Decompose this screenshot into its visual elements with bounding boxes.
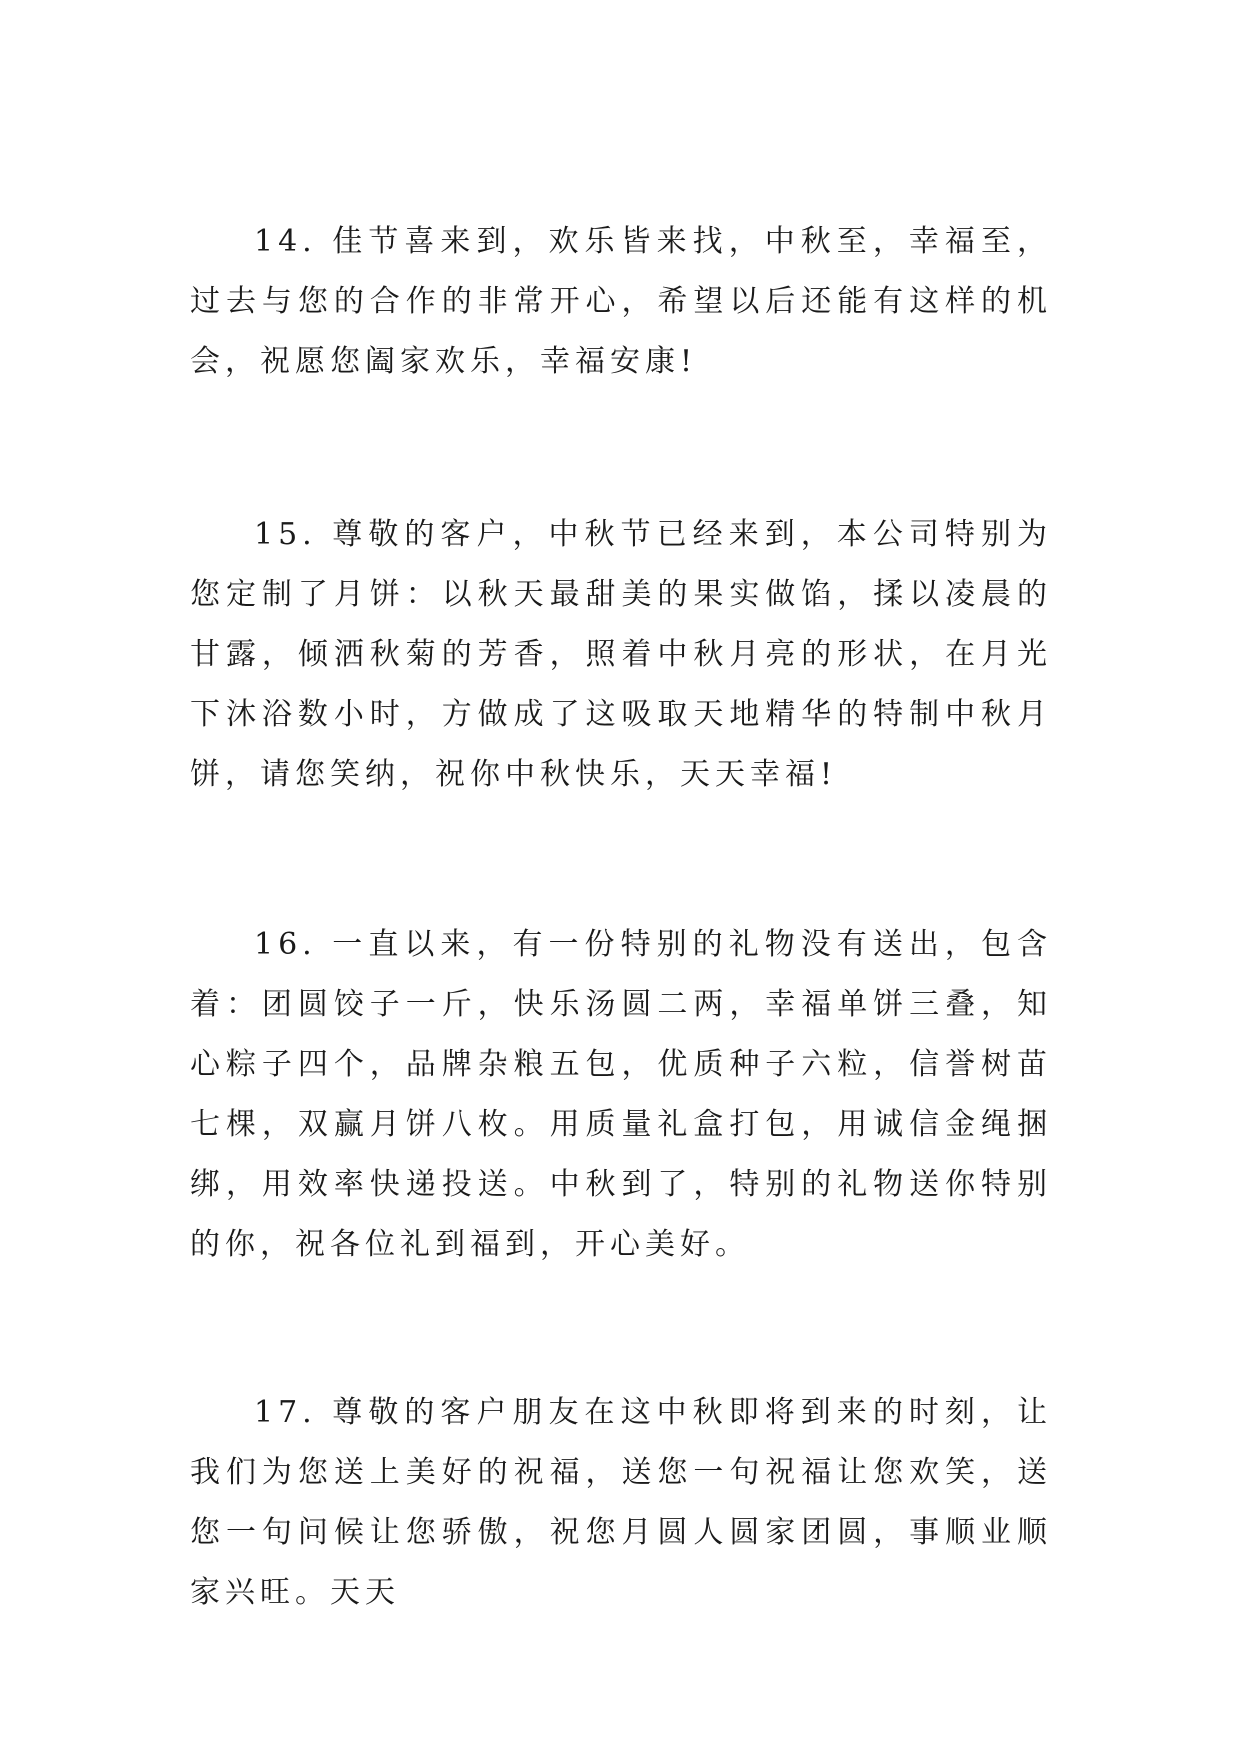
paragraph-number: 17. xyxy=(254,1395,317,1430)
paragraph-text: 佳节喜来到，欢乐皆来找，中秋至，幸福至，过去与您的合作的非常开心，希望以后还能有这样的机会，祝愿您阖家欢乐，幸福安康! xyxy=(190,224,1052,379)
paragraph-number: 16. xyxy=(254,927,317,962)
paragraph-text: 一直以来，有一份特别的礼物没有送出，包含着：团圆饺子一斤，快乐汤圆二两，幸福单饼三叠，知心粽子四个，品牌杂粮五包，优质种子六粒，信誉树苗七棵，双赢月饼八枚。用质量礼盒打包，用诚信金绳捆绑，用效率快递投送。中秋到了，特别的礼物送你特别的你，祝各位礼到福到，开心美好。 xyxy=(190,927,1052,1262)
paragraph-17 xyxy=(190,1383,1052,1623)
paragraph-text: 尊敬的客户朋友在这中秋即将到来的时刻，让我们为您送上美好的祝福，送您一句祝福让您欢笑，送您一句问候让您骄傲，祝您月圆人圆家团圆，事顺业顺家兴旺。天天 xyxy=(190,1395,1052,1610)
paragraph-15 xyxy=(190,505,1052,805)
paragraph-number: 14. xyxy=(254,224,317,259)
paragraph-number: 15. xyxy=(254,517,317,552)
paragraph-text: 尊敬的客户，中秋节已经来到，本公司特别为您定制了月饼：以秋天最甜美的果实做馅，揉以凌晨的甘露，倾洒秋菊的芳香，照着中秋月亮的形状，在月光下沐浴数小时，方做成了这吸取天地精华的特制中秋月饼，请您笑纳，祝你中秋快乐，天天幸福! xyxy=(190,517,1052,792)
paragraph-16 xyxy=(190,915,1052,1275)
paragraph-14 xyxy=(190,212,1052,392)
